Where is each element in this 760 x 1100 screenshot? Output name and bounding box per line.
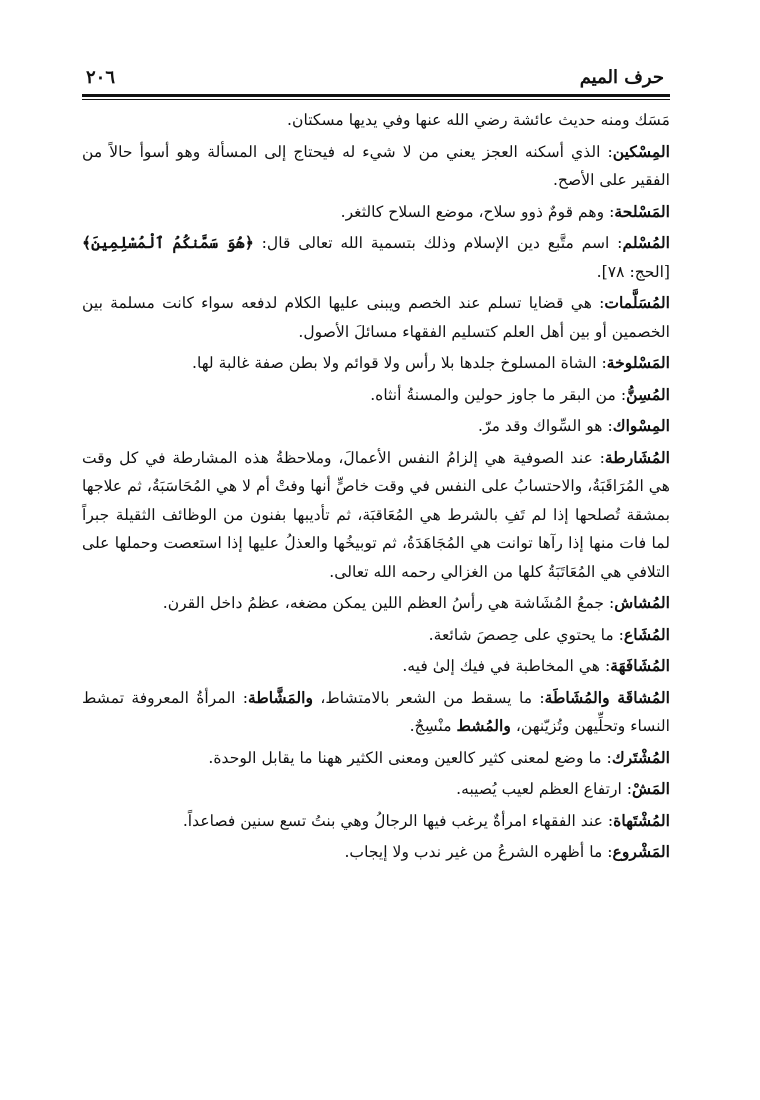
- entry-term: المُشَافَهَة: [610, 656, 670, 675]
- entry-text: : ما وضع لمعنى كثير كالعين ومعنى الكثير ههنا ما يقابل الوحدة.: [208, 748, 612, 767]
- entry-text-after: منْسِجٌ.: [409, 717, 457, 735]
- entry-term: المَشْروع: [612, 842, 670, 861]
- entry: [82, 621, 670, 650]
- entry: [82, 138, 670, 195]
- entry-term: المُشاش: [614, 593, 670, 612]
- entry-term: المَشْ: [632, 779, 670, 798]
- quran-quote: ﴿هُوَ سَمَّنكُمُ ٱلْمُسْلِمِينَ﴾: [82, 233, 254, 252]
- entry: [82, 589, 670, 618]
- entry: [82, 684, 670, 741]
- entry-term: المَسْلحة: [614, 201, 670, 221]
- entry-term: المُشَاع: [623, 624, 670, 644]
- entry: [82, 229, 670, 286]
- entry-text: : هو السِّواك وقد مرّ.: [478, 417, 613, 435]
- entry-text: : اسم متَّبع دين الإسلام وذلك بتسمية الله تعالى قال:: [253, 234, 623, 252]
- entry: [82, 444, 670, 587]
- page-header: [82, 60, 670, 92]
- entry-text: : الذي أسكنه العجز يعني من لا شيء له فيحتاج إلى المسألة وهو أسوأ حالاً من الفقير على الأصح.: [82, 142, 670, 189]
- header-rule-thin: [82, 99, 670, 100]
- entry-term: المُسَلَّمات: [604, 293, 670, 312]
- entry-term: المُشاقَة والمُشَاطَة: [544, 687, 670, 707]
- entry-text: : ارتفاع العظم لعيب يُصيبه.: [456, 780, 633, 798]
- entry-text: : ما أظهره الشرعُ من غير ندب ولا إيجاب.: [344, 843, 613, 861]
- entry-term: المِسْكين: [612, 141, 670, 161]
- entry-text: : هي المخاطبة في فيك إلىٰ فيه.: [402, 657, 611, 675]
- entry: [82, 652, 670, 681]
- entry: [82, 198, 670, 227]
- entry-term-secondary: والمَشَّاطة: [247, 687, 314, 707]
- page-body: [82, 106, 670, 867]
- entry-text: : ما يسقط من الشعر بالامتشاط،: [313, 688, 545, 707]
- entry: [82, 349, 670, 378]
- chapter-title: حرف الميم: [579, 67, 664, 88]
- entry-text: : هي قضايا تسلم عند الخصم ويبنى عليها الكلام لدفعه سواء كانت مسلمة بين الخصمين أو بين أهل العلم كتسليم الفقهاء مسائلَ الأصول.: [82, 294, 670, 341]
- entry-text: : من البقر ما جاوز حولين والمسنةُ أنثاه.: [370, 385, 627, 404]
- entry-text: : وهم قومٌ ذوو سلاح، موضع السلاح كالثغر.: [340, 202, 615, 221]
- entry: [82, 412, 670, 441]
- entry: [82, 289, 670, 346]
- entry-text: : ما يحتوي على حِصصَ شائعة.: [428, 625, 624, 644]
- entry-term: المُشْتَرك: [611, 747, 670, 767]
- entry-text: مَسَك ومنه حديث عائشة رضي الله عنها وفي يديها مسكتان.: [287, 111, 670, 129]
- entry-continuation: [82, 106, 670, 135]
- entry-term: المِسْواك: [612, 416, 670, 435]
- entry-text: : عند الفقهاء امرأةٌ يرغب فيها الرجالُ وهي بنتُ تسع سنين فصاعداً.: [182, 811, 614, 830]
- entry: [82, 838, 670, 867]
- entry-text: : جمعُ المُشَاشة هي رأسُ العظم اللين يمكن مضغه، عظمُ داخل القرن.: [162, 594, 615, 612]
- entry: [82, 744, 670, 773]
- header-rule-thick: [82, 94, 670, 97]
- entry-term: المُسِنُّ: [626, 384, 670, 404]
- entry-term-tertiary: والمُشط: [456, 716, 511, 735]
- entry: [82, 807, 670, 836]
- entry-text-mid: : المرأةُ المعروفة تمشط النساء وتحلِّيهن وتُزيّنهن،: [82, 688, 670, 735]
- entry-term: المَسْلوخة: [606, 353, 670, 372]
- entry: [82, 775, 670, 804]
- entry-text: : عند الصوفية هي إلزامُ النفس الأعمالَ، وملاحظةُ هذه المشارطة في كل وقت هي المُرَاقَبَةُ، والاحتسابُ على النفس في وقت خاصٍّ أنها وفتْ أم لا هي المُحَاسَبَةُ، ثم علاجها بمشقة تُصلحها إذا لم تَفِ بالشرط هي المُعَاقبَة، ثم تأديبها بفنون من الوظائف الثقيلة جبراً لما فات منها إذا رآها توانت هي المُجَاهَدَةُ، ثم توبيخُها والعذلُ عليها إذا استعصت وحملها على التلافي هي المُعَاتَبَةُ كلها من الغزالي رحمه الله تعالى.: [82, 448, 670, 581]
- entry: [82, 381, 670, 410]
- entry-term: المُسْلم: [622, 233, 670, 252]
- entry-text: : الشاة المسلوخ جلدها بلا رأس ولا قوائم ولا بطن صفة غالبة لها.: [192, 354, 607, 372]
- entry-text-after: [الحج: ٧٨].: [596, 262, 670, 281]
- page-number: ٢٠٦: [86, 67, 116, 88]
- entry-term: المُشَارطة: [604, 447, 670, 467]
- entry-term: المُشْتَهاة: [613, 810, 670, 830]
